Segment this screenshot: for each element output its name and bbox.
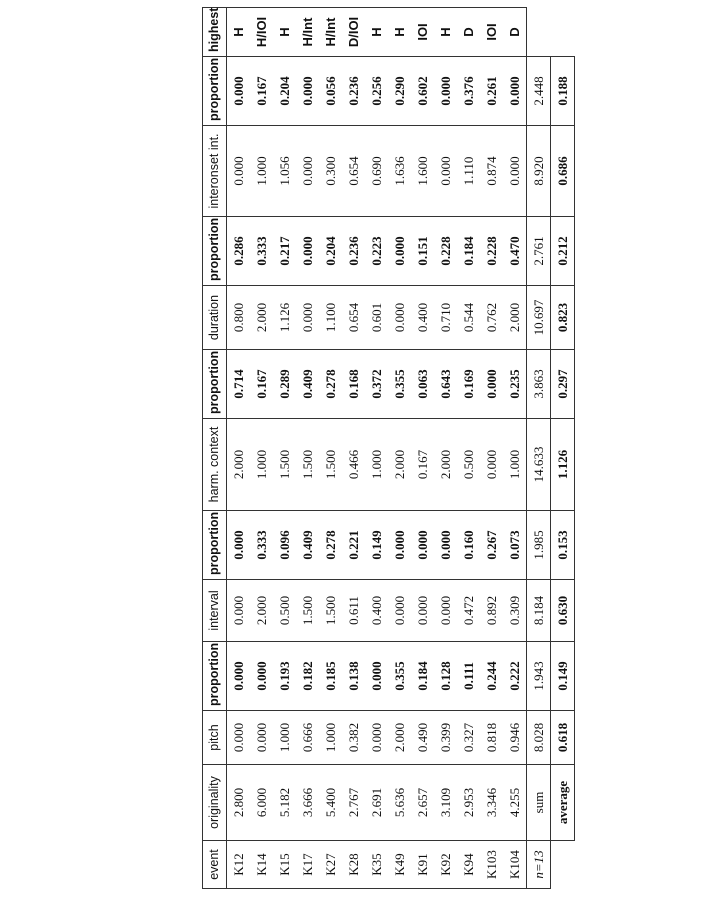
table-cell-originality: 2.691 bbox=[365, 765, 388, 841]
table-cell-event: K92 bbox=[434, 841, 457, 889]
table-cell-p3: 0.168 bbox=[342, 350, 365, 419]
table-cell-duration: 0.000 bbox=[296, 286, 319, 350]
table-cell-p1: 0.185 bbox=[319, 642, 342, 711]
header-cell: proportion bbox=[203, 57, 227, 126]
average-cell-harm: 1.126 bbox=[551, 419, 575, 511]
table-cell-originality: 2.800 bbox=[227, 765, 251, 841]
table-cell-originality: 2.767 bbox=[342, 765, 365, 841]
table-cell-pitch: 0.818 bbox=[480, 711, 503, 765]
table-cell-p5: 0.236 bbox=[342, 57, 365, 126]
originality-table bbox=[202, 7, 575, 889]
table-cell-pitch: 0.490 bbox=[411, 711, 434, 765]
table-cell-p2: 0.221 bbox=[342, 511, 365, 580]
table-cell-ioi: 1.110 bbox=[457, 126, 480, 217]
table-cell-p4: 0.236 bbox=[342, 217, 365, 286]
table-cell-p4: 0.204 bbox=[319, 217, 342, 286]
table-cell-p2: 0.000 bbox=[388, 511, 411, 580]
table-cell-pitch: 0.000 bbox=[250, 711, 273, 765]
table-row bbox=[342, 8, 365, 889]
average-cell-ioi: 0.686 bbox=[551, 126, 575, 217]
table-cell-p2: 0.160 bbox=[457, 511, 480, 580]
sum-cell-p4: 2.761 bbox=[527, 217, 551, 286]
table-cell-p3: 0.409 bbox=[296, 350, 319, 419]
header-cell: duration bbox=[203, 286, 227, 350]
table-row bbox=[457, 8, 480, 889]
header-cell: interval bbox=[203, 580, 227, 642]
sum-row bbox=[527, 8, 551, 889]
table-cell-interval: 1.500 bbox=[296, 580, 319, 642]
average-cell-p1: 0.149 bbox=[551, 642, 575, 711]
table-cell-p3: 0.355 bbox=[388, 350, 411, 419]
table-cell-harm: 1.500 bbox=[273, 419, 296, 511]
average-cell-blank bbox=[551, 8, 575, 57]
table-cell-p4: 0.228 bbox=[480, 217, 503, 286]
table-cell-p3: 0.714 bbox=[227, 350, 251, 419]
table-cell-originality: 5.400 bbox=[319, 765, 342, 841]
header-cell: proportion bbox=[203, 511, 227, 580]
table-cell-p2: 0.000 bbox=[434, 511, 457, 580]
table-cell-event: K91 bbox=[411, 841, 434, 889]
table-cell-event: K15 bbox=[273, 841, 296, 889]
table-cell-p4: 0.000 bbox=[296, 217, 319, 286]
table-cell-p2: 0.073 bbox=[503, 511, 527, 580]
table-cell-p3: 0.289 bbox=[273, 350, 296, 419]
table-cell-p2: 0.267 bbox=[480, 511, 503, 580]
table-cell-event: K17 bbox=[296, 841, 319, 889]
table-cell-p1: 0.355 bbox=[388, 642, 411, 711]
table-cell-p4: 0.223 bbox=[365, 217, 388, 286]
table-cell-harm: 0.500 bbox=[457, 419, 480, 511]
table-cell-p3: 0.063 bbox=[411, 350, 434, 419]
table-row bbox=[365, 8, 388, 889]
table-cell-p5: 0.261 bbox=[480, 57, 503, 126]
table-body bbox=[203, 8, 575, 889]
table-cell-p5: 0.000 bbox=[434, 57, 457, 126]
average-cell-p3: 0.297 bbox=[551, 350, 575, 419]
table-cell-p5: 0.000 bbox=[503, 57, 527, 126]
table-cell-duration: 0.601 bbox=[365, 286, 388, 350]
table-cell-ioi: 0.000 bbox=[503, 126, 527, 217]
table-row bbox=[319, 8, 342, 889]
table-cell-p5: 0.000 bbox=[227, 57, 251, 126]
table-cell-highest: D bbox=[457, 8, 480, 57]
table-cell-p1: 0.193 bbox=[273, 642, 296, 711]
header-cell: originality bbox=[203, 765, 227, 841]
table-cell-originality: 2.657 bbox=[411, 765, 434, 841]
table-cell-harm: 2.000 bbox=[434, 419, 457, 511]
table-cell-originality: 3.109 bbox=[434, 765, 457, 841]
table-cell-highest: H bbox=[365, 8, 388, 57]
table-cell-event: K103 bbox=[480, 841, 503, 889]
table-cell-ioi: 1.600 bbox=[411, 126, 434, 217]
table-cell-harm: 1.000 bbox=[503, 419, 527, 511]
sum-cell-p1: 1.943 bbox=[527, 642, 551, 711]
table-cell-harm: 1.000 bbox=[250, 419, 273, 511]
table-cell-p1: 0.182 bbox=[296, 642, 319, 711]
sum-cell-event: n=13 bbox=[527, 841, 551, 889]
average-cell-p5: 0.188 bbox=[551, 57, 575, 126]
table-row bbox=[434, 8, 457, 889]
table-cell-harm: 0.000 bbox=[480, 419, 503, 511]
table-cell-originality: 5.182 bbox=[273, 765, 296, 841]
table-cell-pitch: 2.000 bbox=[388, 711, 411, 765]
table-cell-highest: IOI bbox=[411, 8, 434, 57]
table-cell-pitch: 0.946 bbox=[503, 711, 527, 765]
sum-cell-p5: 2.448 bbox=[527, 57, 551, 126]
table-cell-event: K49 bbox=[388, 841, 411, 889]
table-row bbox=[411, 8, 434, 889]
table-cell-duration: 2.000 bbox=[250, 286, 273, 350]
table-cell-p4: 0.217 bbox=[273, 217, 296, 286]
table-cell-originality: 2.953 bbox=[457, 765, 480, 841]
header-cell: event bbox=[203, 841, 227, 889]
table-cell-p5: 0.204 bbox=[273, 57, 296, 126]
table-cell-p1: 0.000 bbox=[250, 642, 273, 711]
table-cell-p1: 0.244 bbox=[480, 642, 503, 711]
sum-cell-pitch: 8.028 bbox=[527, 711, 551, 765]
table-cell-p4: 0.286 bbox=[227, 217, 251, 286]
table-cell-p1: 0.000 bbox=[365, 642, 388, 711]
average-cell-p2: 0.153 bbox=[551, 511, 575, 580]
table-cell-event: K94 bbox=[457, 841, 480, 889]
table-cell-ioi: 1.000 bbox=[250, 126, 273, 217]
sum-cell-p2: 1.985 bbox=[527, 511, 551, 580]
table-cell-p2: 0.278 bbox=[319, 511, 342, 580]
table-row bbox=[273, 8, 296, 889]
table-row bbox=[250, 8, 273, 889]
table-cell-p1: 0.138 bbox=[342, 642, 365, 711]
table-cell-ioi: 0.874 bbox=[480, 126, 503, 217]
sum-cell-originality: sum bbox=[527, 765, 551, 841]
table-cell-p4: 0.184 bbox=[457, 217, 480, 286]
sum-cell-blank bbox=[527, 8, 551, 57]
table-row bbox=[227, 8, 251, 889]
table-cell-p5: 0.290 bbox=[388, 57, 411, 126]
table-cell-ioi: 0.654 bbox=[342, 126, 365, 217]
sum-cell-interval: 8.184 bbox=[527, 580, 551, 642]
table-cell-pitch: 1.000 bbox=[319, 711, 342, 765]
table-cell-duration: 0.762 bbox=[480, 286, 503, 350]
table-cell-p3: 0.169 bbox=[457, 350, 480, 419]
sum-cell-harm: 14.633 bbox=[527, 419, 551, 511]
table-cell-harm: 0.466 bbox=[342, 419, 365, 511]
table-cell-duration: 1.100 bbox=[319, 286, 342, 350]
average-cell-blank bbox=[551, 841, 575, 889]
rotated-table-container bbox=[202, 8, 682, 889]
table-cell-interval: 0.400 bbox=[365, 580, 388, 642]
average-cell-pitch: 0.618 bbox=[551, 711, 575, 765]
table-cell-originality: 3.346 bbox=[480, 765, 503, 841]
sum-cell-ioi: 8.920 bbox=[527, 126, 551, 217]
header-cell: proportion bbox=[203, 217, 227, 286]
table-cell-pitch: 0.399 bbox=[434, 711, 457, 765]
header-cell: interonset int. bbox=[203, 126, 227, 217]
table-cell-harm: 1.500 bbox=[296, 419, 319, 511]
table-cell-p3: 0.372 bbox=[365, 350, 388, 419]
table-cell-interval: 0.892 bbox=[480, 580, 503, 642]
table-cell-p2: 0.000 bbox=[227, 511, 251, 580]
table-cell-interval: 0.309 bbox=[503, 580, 527, 642]
table-cell-p4: 0.000 bbox=[388, 217, 411, 286]
table-row bbox=[480, 8, 503, 889]
header-cell: proportion bbox=[203, 642, 227, 711]
table-cell-harm: 2.000 bbox=[227, 419, 251, 511]
table-cell-event: K35 bbox=[365, 841, 388, 889]
table-cell-originality: 3.666 bbox=[296, 765, 319, 841]
table-cell-originality: 5.636 bbox=[388, 765, 411, 841]
table-cell-duration: 0.400 bbox=[411, 286, 434, 350]
table-cell-interval: 0.500 bbox=[273, 580, 296, 642]
table-cell-interval: 0.472 bbox=[457, 580, 480, 642]
average-cell-interval: 0.630 bbox=[551, 580, 575, 642]
table-cell-pitch: 0.327 bbox=[457, 711, 480, 765]
table-row bbox=[296, 8, 319, 889]
table-cell-p3: 0.235 bbox=[503, 350, 527, 419]
table-cell-highest: D/IOI bbox=[342, 8, 365, 57]
table-cell-interval: 1.500 bbox=[319, 580, 342, 642]
table-cell-pitch: 0.000 bbox=[365, 711, 388, 765]
average-cell-originality: average bbox=[551, 765, 575, 841]
table-cell-harm: 0.167 bbox=[411, 419, 434, 511]
table-row bbox=[388, 8, 411, 889]
table-cell-p4: 0.333 bbox=[250, 217, 273, 286]
table-cell-event: K27 bbox=[319, 841, 342, 889]
table-cell-ioi: 1.636 bbox=[388, 126, 411, 217]
table-cell-pitch: 0.382 bbox=[342, 711, 365, 765]
table-cell-interval: 0.000 bbox=[227, 580, 251, 642]
header-cell: proportion bbox=[203, 350, 227, 419]
table-cell-p4: 0.470 bbox=[503, 217, 527, 286]
average-cell-p4: 0.212 bbox=[551, 217, 575, 286]
table-cell-p1: 0.128 bbox=[434, 642, 457, 711]
table-cell-p3: 0.167 bbox=[250, 350, 273, 419]
table-cell-highest: H bbox=[388, 8, 411, 57]
header-cell: pitch bbox=[203, 711, 227, 765]
table-cell-pitch: 1.000 bbox=[273, 711, 296, 765]
table-row bbox=[503, 8, 527, 889]
table-cell-p3: 0.000 bbox=[480, 350, 503, 419]
header-cell: harm. context bbox=[203, 419, 227, 511]
table-cell-ioi: 0.690 bbox=[365, 126, 388, 217]
table-cell-duration: 0.710 bbox=[434, 286, 457, 350]
average-row bbox=[551, 8, 575, 889]
header-cell: highest bbox=[203, 8, 227, 57]
table-cell-p4: 0.151 bbox=[411, 217, 434, 286]
table-cell-interval: 0.000 bbox=[434, 580, 457, 642]
table-cell-duration: 0.544 bbox=[457, 286, 480, 350]
table-cell-ioi: 1.056 bbox=[273, 126, 296, 217]
table-cell-interval: 0.000 bbox=[388, 580, 411, 642]
average-cell-duration: 0.823 bbox=[551, 286, 575, 350]
table-cell-p5: 0.256 bbox=[365, 57, 388, 126]
table-cell-ioi: 0.000 bbox=[227, 126, 251, 217]
table-cell-event: K14 bbox=[250, 841, 273, 889]
table-cell-duration: 0.800 bbox=[227, 286, 251, 350]
table-cell-duration: 0.000 bbox=[388, 286, 411, 350]
table-cell-p1: 0.000 bbox=[227, 642, 251, 711]
table-cell-harm: 2.000 bbox=[388, 419, 411, 511]
table-cell-highest: H bbox=[434, 8, 457, 57]
table-cell-pitch: 0.000 bbox=[227, 711, 251, 765]
table-cell-duration: 2.000 bbox=[503, 286, 527, 350]
table-cell-p3: 0.278 bbox=[319, 350, 342, 419]
sum-cell-duration: 10.697 bbox=[527, 286, 551, 350]
sum-cell-p3: 3.863 bbox=[527, 350, 551, 419]
table-cell-duration: 1.126 bbox=[273, 286, 296, 350]
table-cell-pitch: 0.666 bbox=[296, 711, 319, 765]
table-cell-p5: 0.056 bbox=[319, 57, 342, 126]
table-cell-interval: 0.000 bbox=[411, 580, 434, 642]
table-cell-highest: H/IOI bbox=[250, 8, 273, 57]
table-cell-highest: IOI bbox=[480, 8, 503, 57]
table-cell-harm: 1.000 bbox=[365, 419, 388, 511]
table-cell-p2: 0.096 bbox=[273, 511, 296, 580]
table-cell-interval: 0.611 bbox=[342, 580, 365, 642]
table-cell-highest: H bbox=[227, 8, 251, 57]
table-cell-p3: 0.643 bbox=[434, 350, 457, 419]
table-cell-ioi: 0.000 bbox=[434, 126, 457, 217]
table-cell-ioi: 0.000 bbox=[296, 126, 319, 217]
table-cell-duration: 0.654 bbox=[342, 286, 365, 350]
table-cell-harm: 1.500 bbox=[319, 419, 342, 511]
table-cell-originality: 6.000 bbox=[250, 765, 273, 841]
table-cell-p2: 0.333 bbox=[250, 511, 273, 580]
table-cell-p5: 0.376 bbox=[457, 57, 480, 126]
table-cell-originality: 4.255 bbox=[503, 765, 527, 841]
table-cell-p5: 0.167 bbox=[250, 57, 273, 126]
table-cell-p1: 0.222 bbox=[503, 642, 527, 711]
table-cell-highest: D bbox=[503, 8, 527, 57]
table-cell-p2: 0.149 bbox=[365, 511, 388, 580]
table-cell-ioi: 0.300 bbox=[319, 126, 342, 217]
table-cell-highest: H bbox=[273, 8, 296, 57]
table-cell-p5: 0.602 bbox=[411, 57, 434, 126]
table-cell-p2: 0.000 bbox=[411, 511, 434, 580]
table-cell-event: K28 bbox=[342, 841, 365, 889]
table-cell-event: K12 bbox=[227, 841, 251, 889]
table-cell-p4: 0.228 bbox=[434, 217, 457, 286]
table-cell-p5: 0.000 bbox=[296, 57, 319, 126]
table-cell-p2: 0.409 bbox=[296, 511, 319, 580]
table-cell-highest: H/Int bbox=[319, 8, 342, 57]
table-cell-p1: 0.111 bbox=[457, 642, 480, 711]
table-cell-event: K104 bbox=[503, 841, 527, 889]
table-cell-p1: 0.184 bbox=[411, 642, 434, 711]
header-row bbox=[203, 8, 227, 889]
table-cell-highest: H/Int bbox=[296, 8, 319, 57]
table-cell-interval: 2.000 bbox=[250, 580, 273, 642]
